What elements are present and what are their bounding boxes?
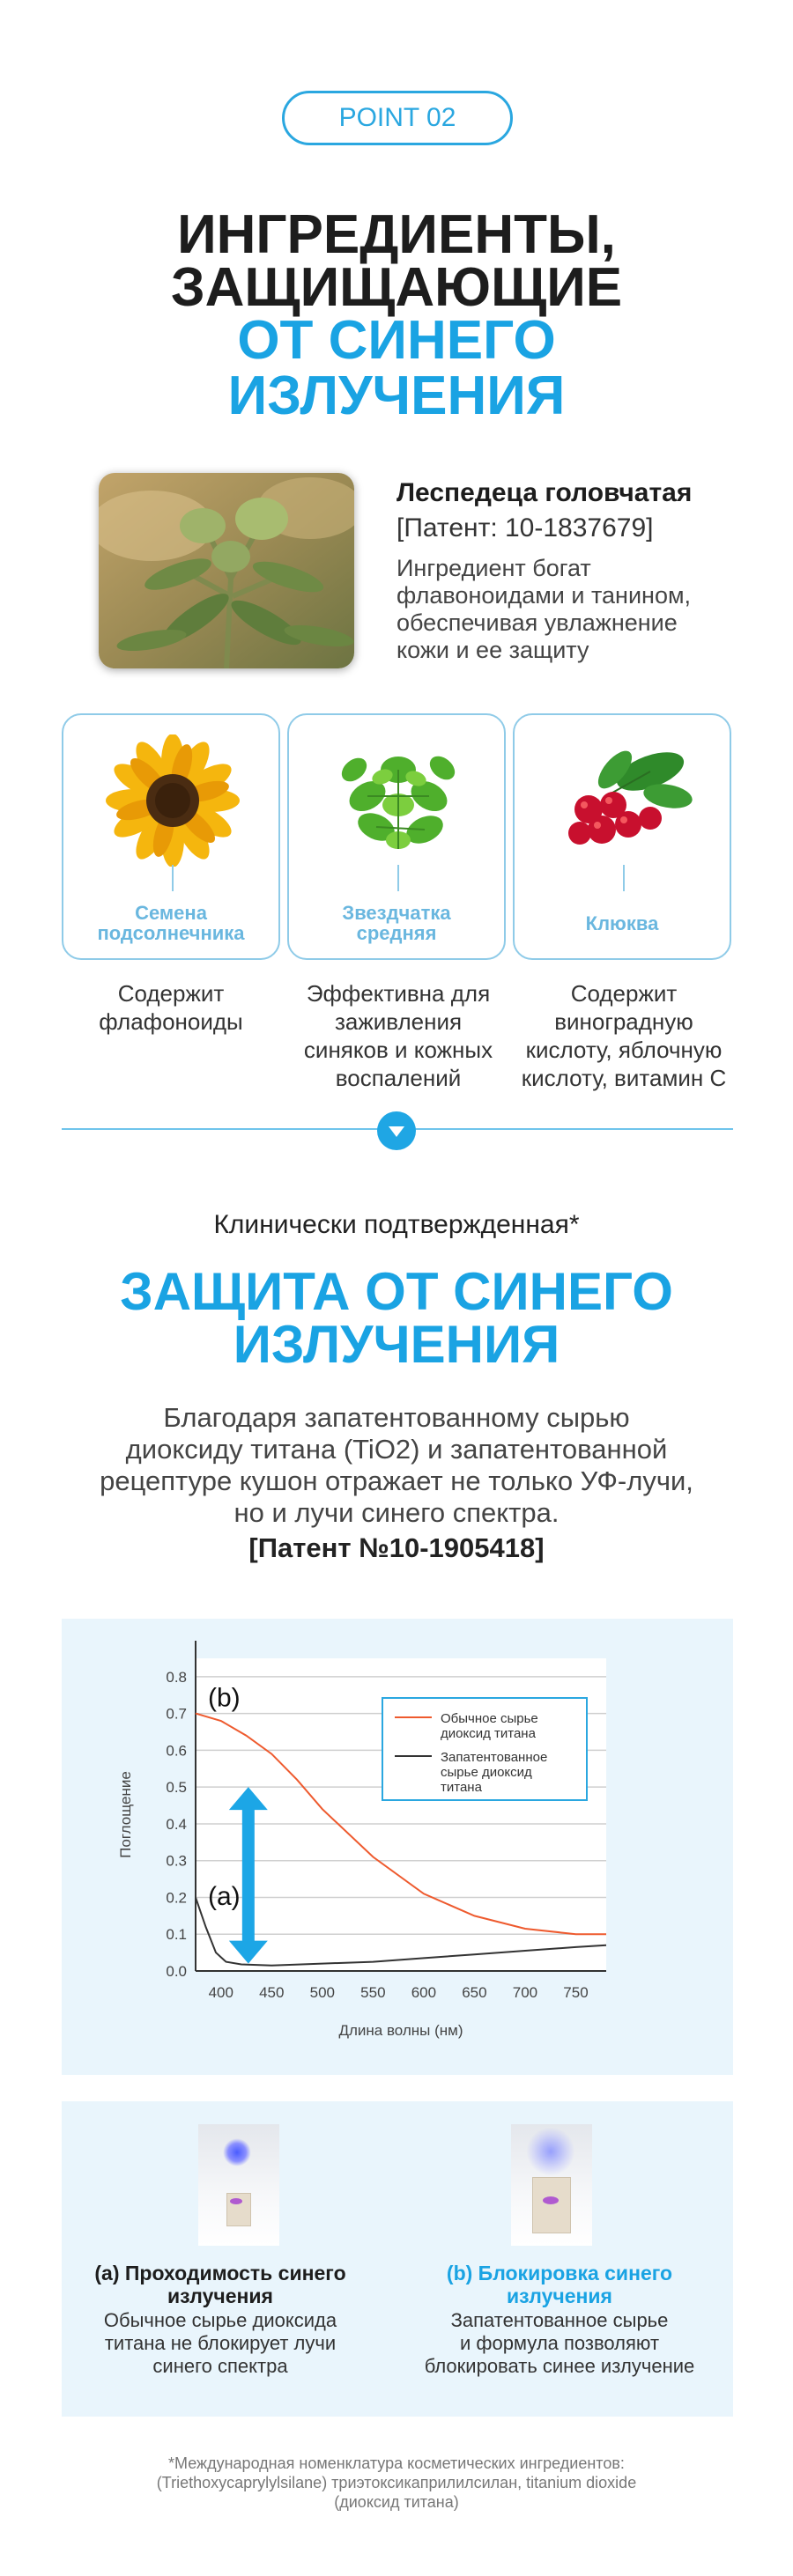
- patent-reference: [Патент №10-1905418]: [248, 1532, 545, 1563]
- annotation-b: (b): [208, 1683, 241, 1713]
- x-tick-label: 600: [411, 1984, 437, 2001]
- ingredient-name-2: Звездчатка средняя: [342, 902, 451, 944]
- ingredient-card-chickweed: [287, 713, 506, 960]
- legend-label: сырье диоксид: [441, 1765, 532, 1780]
- lespedeza-photo: [99, 473, 354, 668]
- legend-label: Обычное сырье: [441, 1711, 538, 1726]
- y-tick-label: 0.0: [166, 1963, 187, 1980]
- lab-title-a: (a) Проходимость синего излучения: [94, 2262, 346, 2307]
- featured-description: Ингредиент богат флавоноидами и танином, обеспечивая увлажнение кожи и ее защиту: [396, 555, 692, 663]
- annotation-a: (a): [208, 1881, 241, 1911]
- lab-desc-b: Запатентованное сырье и формула позволяют блокировать синее излучение: [424, 2309, 695, 2377]
- y-tick-label: 0.6: [166, 1742, 187, 1760]
- ingredient-desc-3: Содержит виноградную кислоту, яблочную кислоту, витамин С: [521, 980, 727, 1091]
- legend-label: диоксид титана: [441, 1726, 536, 1741]
- clinical-subtitle: Клинически подтвержденная*: [213, 1210, 580, 1239]
- card-divider-line: [397, 865, 399, 891]
- legend-label: Запатентованное: [441, 1750, 548, 1765]
- ingredient-card-cranberry: [513, 713, 731, 960]
- title-line-1: ИНГРЕДИЕНТЫ,: [177, 204, 616, 265]
- ingredient-card-sunflower: [62, 713, 280, 960]
- y-tick-label: 0.5: [166, 1779, 187, 1797]
- blue-light-icon: [527, 2128, 574, 2175]
- blue-light-icon: [223, 2138, 251, 2166]
- double-arrow-shaft: [242, 1805, 255, 1945]
- sunflower-icon: [102, 734, 243, 867]
- lab-photo-a: [198, 2124, 279, 2246]
- chickweed-icon: [328, 734, 469, 867]
- y-tick-label: 0.1: [166, 1926, 187, 1944]
- footnote: *Международная номенклатура косметических ингредиентов: (Triethoxycaprylylsilane) триэтоксикаприлилсилан, titanium dioxide (диоксид титана): [156, 2454, 637, 2511]
- lab-title-b: (b) Блокировка синего излучения: [446, 2262, 673, 2307]
- chart-panel: [62, 1619, 733, 2075]
- title-line-2: ЗАЩИЩАЮЩИЕ: [170, 257, 623, 318]
- lab-desc-a: Обычное сырье диоксида титана не блокирует лучи синего спектра: [103, 2309, 337, 2377]
- chevron-down-icon: [377, 1111, 416, 1150]
- featured-patent: [Патент: 10-1837679]: [396, 513, 654, 543]
- card-divider-line: [623, 865, 625, 891]
- y-tick-label: 0.2: [166, 1889, 187, 1907]
- ingredient-desc-1: Содержит флафоноиды: [99, 980, 243, 1035]
- y-tick-label: 0.4: [166, 1815, 187, 1833]
- x-tick-label: 500: [309, 1984, 336, 2001]
- title-line-3: ОТ СИНЕГО: [237, 310, 556, 371]
- lab-photo-b: [511, 2124, 592, 2246]
- cranberry-icon: [553, 734, 694, 867]
- y-tick-label: 0.3: [166, 1852, 187, 1870]
- card-divider-line: [172, 865, 174, 891]
- x-tick-label: 450: [259, 1984, 285, 2001]
- protect-title-line-1: ЗАЩИТА ОТ СИНЕГО: [120, 1262, 673, 1321]
- y-tick-label: 0.8: [166, 1668, 187, 1686]
- sample-card: [532, 2177, 571, 2233]
- ingredient-name-3: Клюква: [585, 912, 659, 934]
- x-tick-label: 400: [208, 1984, 233, 2001]
- purple-spot: [543, 2196, 559, 2204]
- x-tick-label: 700: [512, 1984, 538, 2001]
- ingredient-name-1: Семена подсолнечника: [97, 902, 245, 944]
- x-tick-label: 550: [360, 1984, 386, 2001]
- y-axis-label: Поглощение: [117, 1771, 134, 1858]
- featured-name: Леспедеца головчатая: [396, 478, 693, 507]
- point-badge: POINT 02: [282, 91, 513, 145]
- x-tick-label: 750: [563, 1984, 589, 2001]
- purple-spot: [230, 2198, 242, 2204]
- protect-title-line-2: ИЗЛУЧЕНИЯ: [233, 1315, 560, 1374]
- y-tick-label: 0.7: [166, 1705, 187, 1723]
- ingredient-desc-2: Эффективна для заживления синяков и кожных воспалений: [303, 980, 493, 1091]
- body-text: Благодаря запатентованному сырью диоксиду титана (TiO2) и запатентованной рецептуре кушон отражает не только УФ-лучи, но и лучи синего спектра.: [100, 1402, 693, 1528]
- absorbance-chart: [62, 1619, 733, 2075]
- lab-panel: [62, 2101, 733, 2417]
- title-line-4: ИЗЛУЧЕНИЯ: [227, 365, 566, 426]
- x-axis-label: Длина волны (нм): [338, 2022, 463, 2039]
- x-tick-label: 650: [462, 1984, 487, 2001]
- legend-label: титана: [441, 1780, 482, 1795]
